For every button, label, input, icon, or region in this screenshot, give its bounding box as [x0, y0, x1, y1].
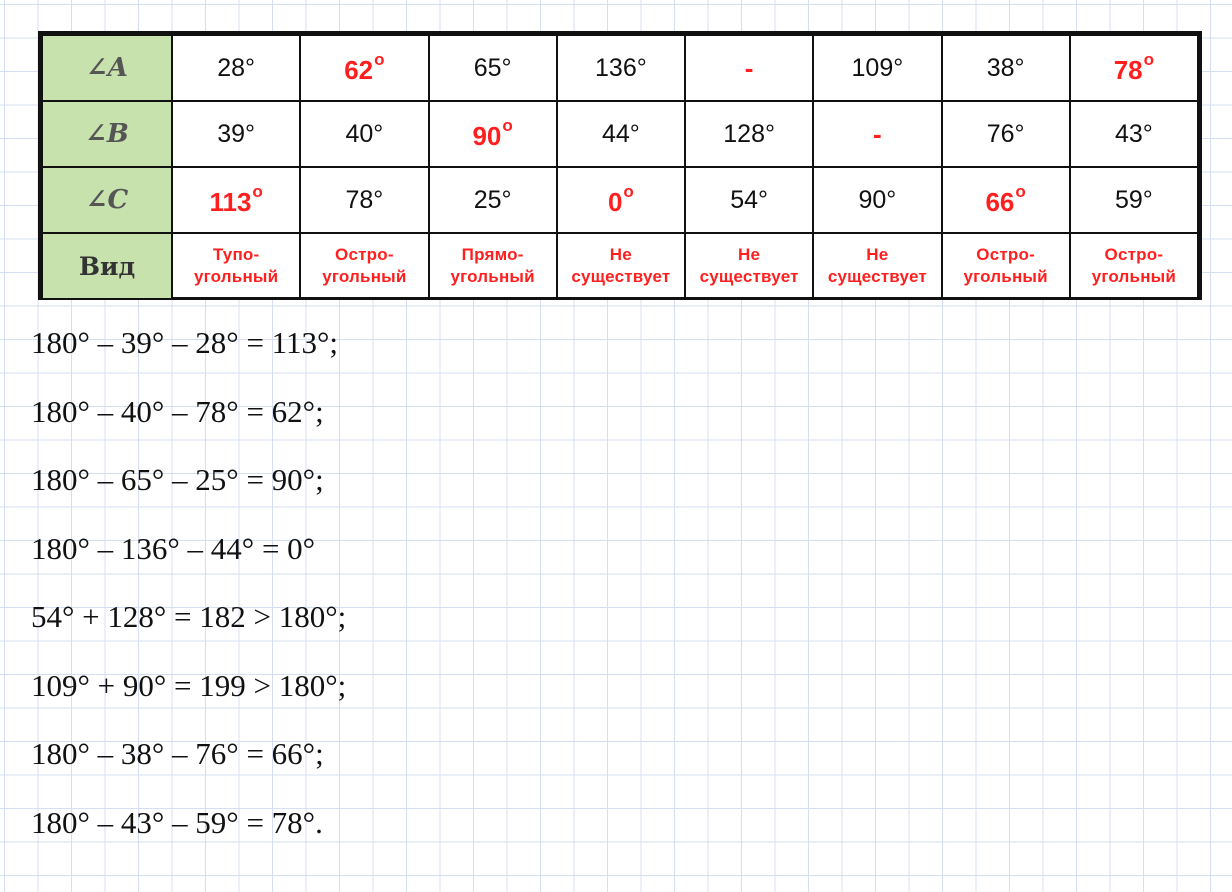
angle-value: 43°: [1114, 119, 1153, 148]
row-header-angle-b: ∠B: [42, 101, 172, 167]
calculation-line: 180° – 43° – 59° = 78°.: [31, 804, 323, 840]
angle-value: 128°: [723, 119, 775, 148]
triangle-kind-text: существует: [827, 267, 927, 286]
angle-value-cell: [942, 167, 1070, 233]
calculation-line: 180° – 39° – 28° = 113°;: [31, 325, 339, 360]
angle-value: 66: [985, 187, 1015, 217]
row-angle-b: [42, 101, 1198, 167]
calculation-line: 54° + 128° = 182 > 180°;: [31, 599, 347, 634]
angle-value-cell: [300, 167, 428, 233]
angle-value-cell: [813, 167, 941, 233]
triangle-kind-text: угольный: [963, 267, 1048, 286]
angle-value: 25°: [473, 185, 512, 214]
triangle-kind-text: угольный: [450, 267, 535, 286]
angle-value-cell: [300, 101, 428, 167]
angle-value-cell: [813, 101, 941, 167]
degree-mark: o: [1143, 50, 1155, 69]
angle-value: -: [744, 52, 754, 83]
triangle-kind-text: угольный: [193, 267, 279, 286]
triangle-kind-text: Прямо-: [461, 245, 524, 264]
triangle-kind-text: Не: [866, 245, 889, 264]
angle-value: 38°: [986, 53, 1025, 82]
angle-value: 59°: [1114, 185, 1153, 214]
row-header-angle-a: ∠A: [42, 35, 172, 101]
triangle-kind-cell: [813, 233, 941, 299]
row-angle-a: [42, 35, 1198, 101]
calculation-line: 180° – 65° – 25° = 90°;: [31, 462, 324, 497]
triangle-kind-cell: [300, 233, 428, 299]
triangle-kind-cell: [685, 233, 813, 299]
triangle-kind-cell: [557, 233, 685, 299]
angle-value-cell: [685, 101, 813, 167]
calculation-line: 180° – 40° – 78° = 62°;: [31, 393, 324, 429]
angle-value-cell: [813, 35, 941, 101]
angle-value: -: [873, 118, 882, 149]
row-header-kind: Вид: [42, 233, 172, 299]
angles-table: [41, 34, 1199, 300]
row-angle-c: [42, 167, 1198, 233]
degree-mark: o: [502, 116, 513, 135]
angle-value: 113: [209, 187, 252, 217]
triangle-kind-text: Тупо-: [212, 245, 260, 264]
angles-table-frame: [38, 31, 1202, 300]
triangle-kind-cell: [1070, 233, 1198, 299]
angle-value-cell: [685, 167, 813, 233]
angle-value-cell: [1070, 167, 1198, 233]
angle-value: 44°: [601, 119, 640, 148]
angle-value-cell: [557, 167, 685, 233]
angle-value-cell: [172, 101, 300, 167]
triangle-kind-text: Не: [738, 245, 761, 264]
angle-value: 0: [607, 187, 623, 217]
angle-value-cell: [685, 35, 813, 101]
angle-value-cell: [557, 35, 685, 101]
angle-value: 78: [1113, 55, 1143, 85]
angle-value-cell: [429, 101, 557, 167]
angle-value: 65°: [473, 53, 512, 82]
calculation-line: 180° – 136° – 44° = 0°: [31, 530, 316, 566]
triangle-kind-text: Не: [609, 245, 632, 264]
angle-value-cell: [429, 35, 557, 101]
triangle-kind-text: угольный: [1091, 267, 1177, 286]
angle-value-cell: [300, 35, 428, 101]
triangle-kind-text: Остро-: [1104, 245, 1164, 264]
angle-value: 76°: [986, 119, 1025, 148]
angle-value-cell: [557, 101, 685, 167]
angle-value: 39°: [217, 119, 256, 148]
angle-value-cell: [1070, 101, 1198, 167]
angle-value-cell: [942, 35, 1070, 101]
calculation-line: 109° + 90° = 199 > 180°;: [31, 667, 347, 703]
triangle-kind-cell: [172, 233, 300, 299]
angle-value: 78°: [345, 185, 384, 214]
angle-value: 90: [472, 121, 502, 151]
triangle-kind-text: Остро-: [976, 245, 1035, 264]
angle-value-cell: [942, 101, 1070, 167]
angle-value: 136°: [595, 53, 647, 82]
angle-value: 109°: [851, 53, 904, 82]
triangle-kind-text: Остро-: [335, 245, 394, 264]
angle-value: 90°: [858, 185, 897, 214]
angle-value: 54°: [730, 185, 769, 214]
degree-mark: o: [623, 182, 634, 201]
triangle-kind-text: существует: [571, 267, 671, 286]
triangle-kind-text: угольный: [322, 267, 407, 286]
triangle-kind-cell: [942, 233, 1070, 299]
angle-value-cell: [429, 167, 557, 233]
degree-mark: o: [374, 50, 385, 69]
angle-value: 62: [344, 55, 374, 85]
angle-value-cell: [1070, 35, 1198, 101]
angle-value: 40°: [345, 119, 384, 148]
triangle-kind-text: существует: [699, 267, 799, 286]
angle-value: 28°: [217, 53, 256, 82]
row-triangle-kind: [42, 233, 1198, 299]
angle-value-cell: [172, 167, 300, 233]
calculation-list: [31, 326, 346, 874]
row-header-angle-c: ∠C: [42, 167, 172, 233]
degree-mark: o: [1015, 182, 1026, 201]
triangle-kind-cell: [429, 233, 557, 299]
degree-mark: o: [252, 182, 263, 201]
calculation-line: 180° – 38° – 76° = 66°;: [31, 736, 324, 771]
angle-value-cell: [172, 35, 300, 101]
